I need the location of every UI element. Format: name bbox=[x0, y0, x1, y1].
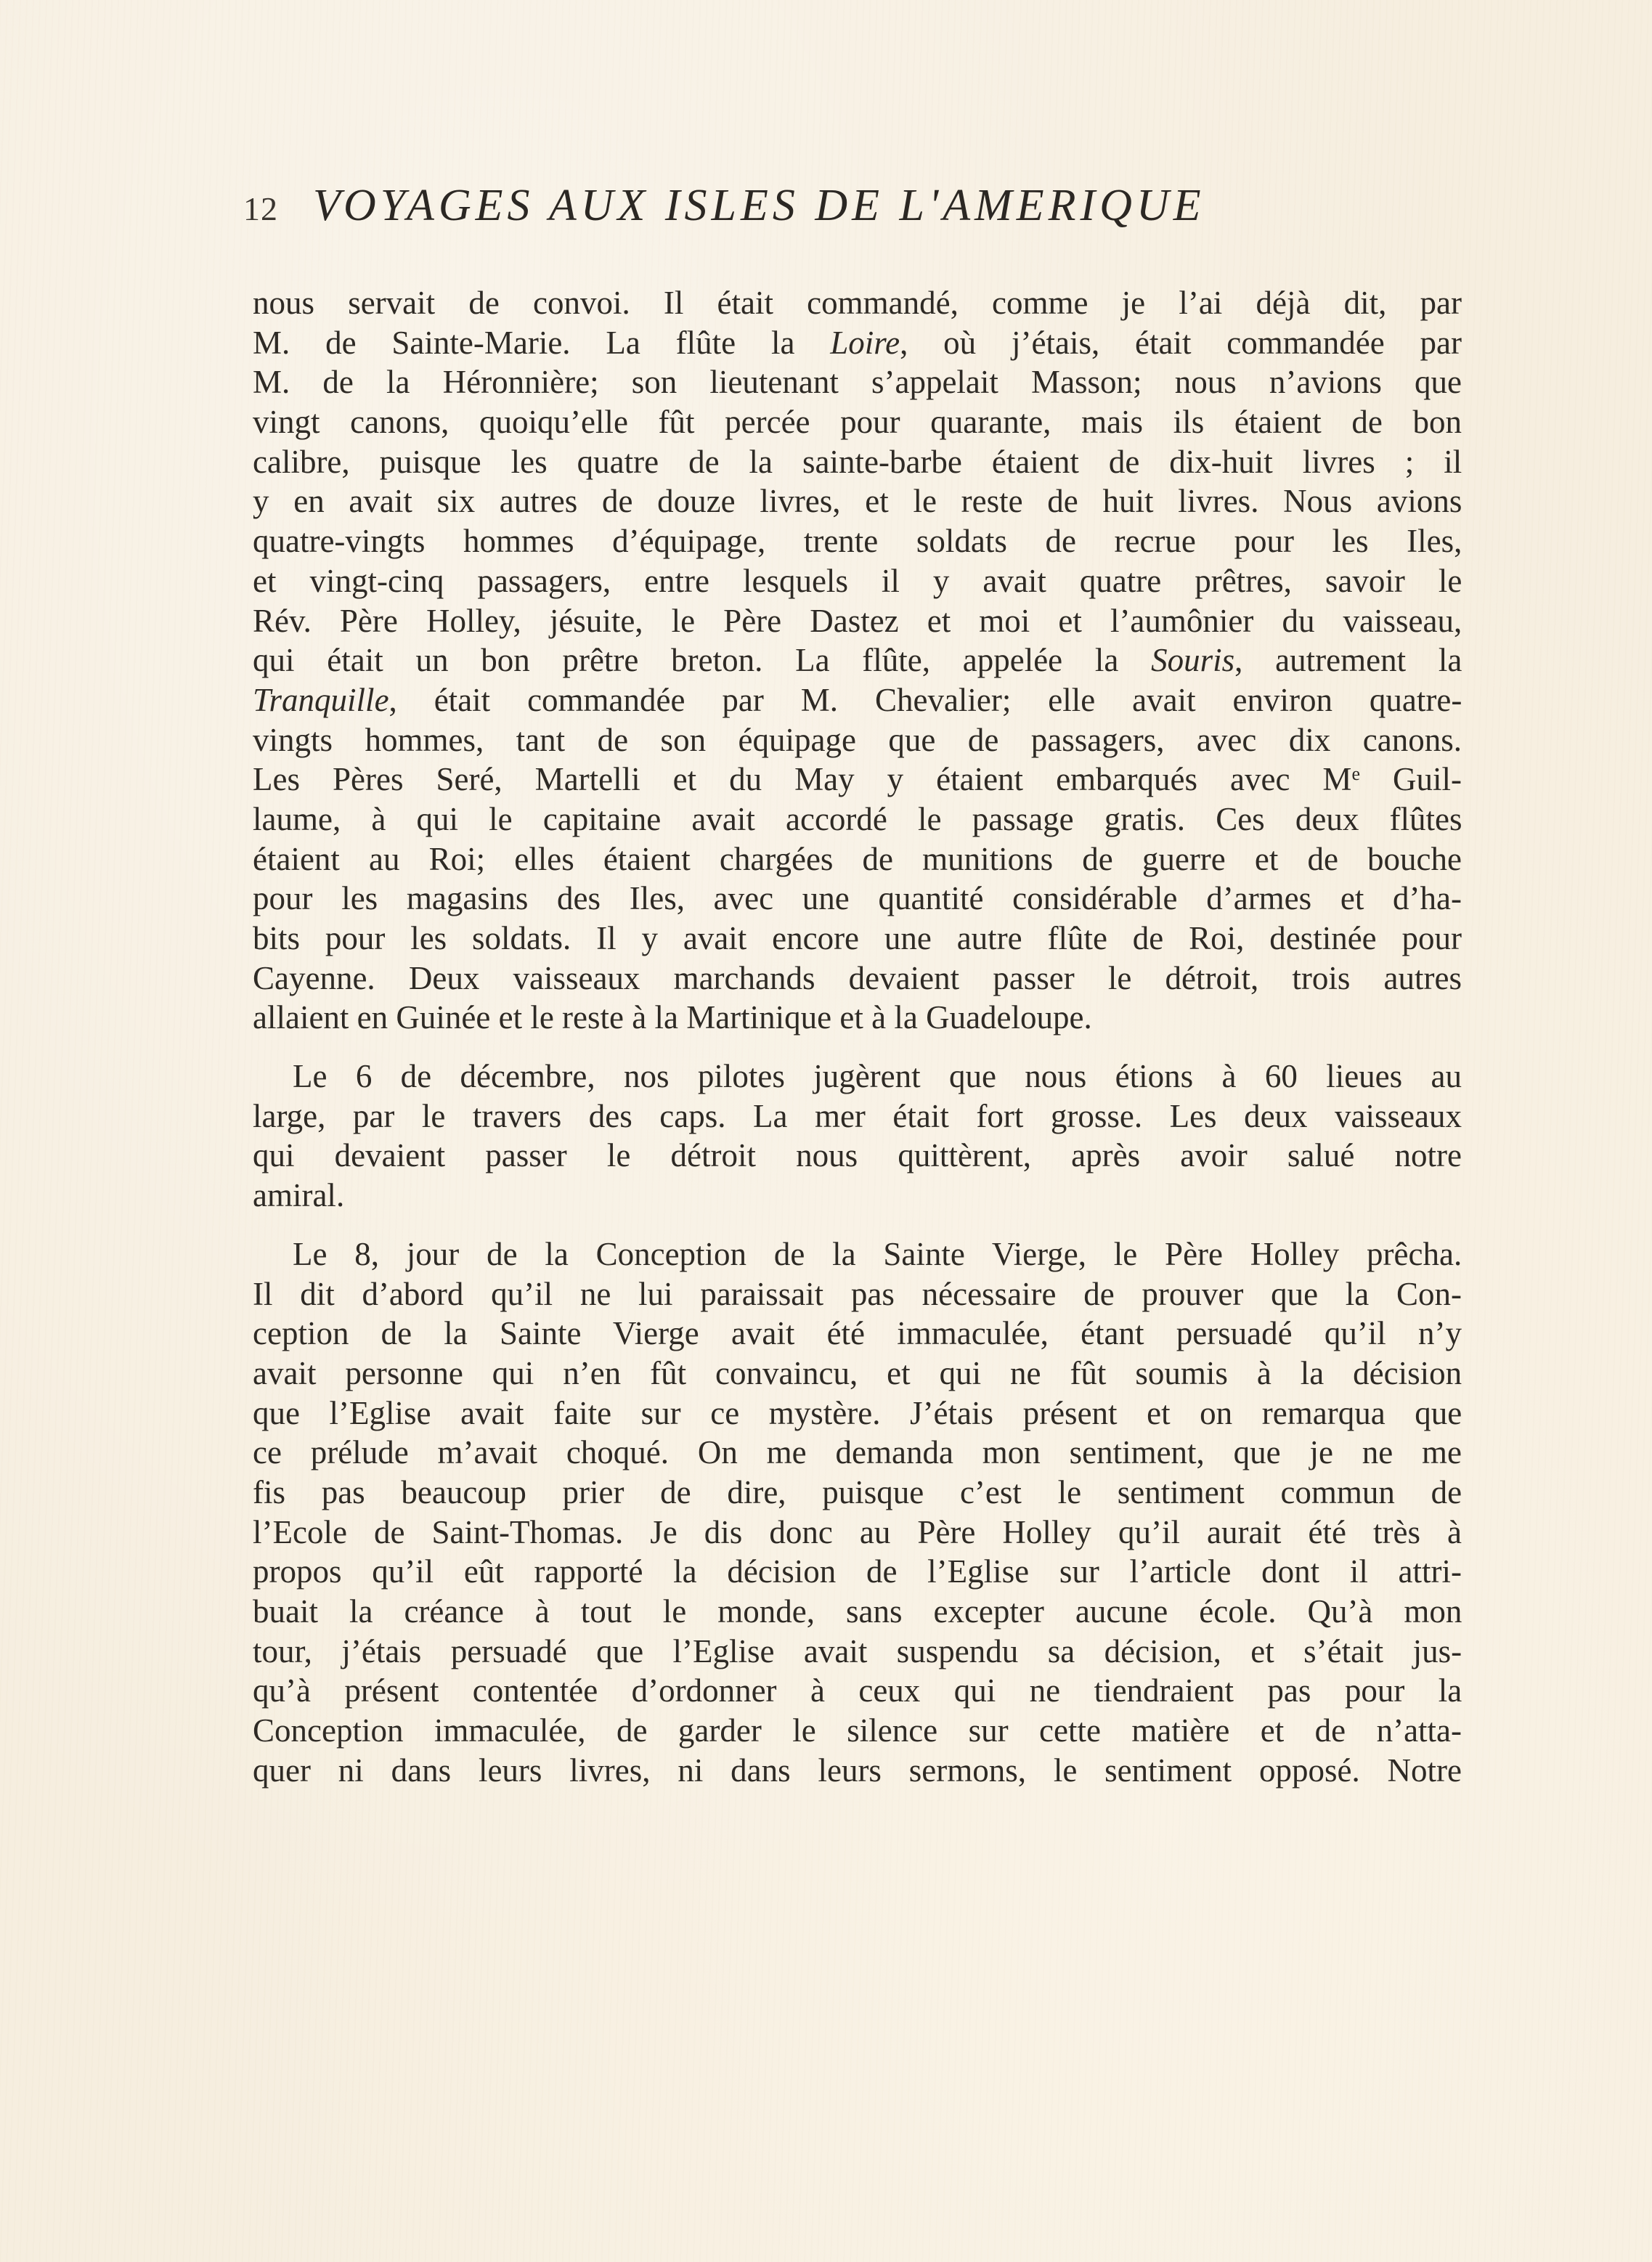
paragraph bbox=[253, 1057, 1462, 1216]
text-line: M. de Sainte-Marie. La flûte la Loire, où j’étais, était commandée par bbox=[253, 324, 1462, 361]
text-line: Conception immaculée, de garder le silence sur cette matière et de n’atta- bbox=[253, 1712, 1462, 1749]
text-line: Cayenne. Deux vaisseaux marchands devaient passer le détroit, trois autres bbox=[253, 959, 1462, 996]
text-line: Les Pères Seré, Martelli et du May y étaient embarqués avec Me Guil- bbox=[253, 761, 1462, 798]
text-line: laume, à qui le capitaine avait accordé le passage gratis. Ces deux flûtes bbox=[253, 800, 1462, 837]
text-line: fis pas beaucoup prier de dire, puisque c’est le sentiment commun de bbox=[253, 1473, 1462, 1510]
text-line: allaient en Guinée et le reste à la Martinique et à la Guadeloupe. bbox=[253, 999, 1092, 1036]
paragraph bbox=[253, 283, 1462, 1038]
text-line: quer ni dans leurs livres, ni dans leurs sermons, le sentiment opposé. Notre bbox=[253, 1752, 1462, 1789]
text-line: ce prélude m’avait choqué. On me demanda mon sentiment, que je ne me bbox=[253, 1434, 1462, 1471]
text-line: propos qu’il eût rapporté la décision de l’Eglise sur l’article dont il attri- bbox=[253, 1553, 1462, 1590]
body-text bbox=[253, 283, 1462, 1790]
text-line: qui était un bon prêtre breton. La flûte, appelée la Souris, autrement la bbox=[253, 642, 1462, 679]
text-line: bits pour les soldats. Il y avait encore une autre flûte de Roi, destinée pour bbox=[253, 920, 1462, 956]
text-line: y en avait six autres de douze livres, et le reste de huit livres. Nous avions bbox=[253, 483, 1462, 520]
running-title: VOYAGES AUX ISLES DE L'AMERIQUE bbox=[313, 181, 1205, 230]
text-line: vingts hommes, tant de son équipage que de passagers, avec dix canons. bbox=[253, 721, 1462, 758]
text-line: vingt canons, quoiqu’elle fût percée pour quarante, mais ils étaient de bon bbox=[253, 404, 1462, 441]
text-line: Tranquille, était commandée par M. Chevalier; elle avait environ quatre- bbox=[253, 681, 1462, 718]
text-line: Rév. Père Holley, jésuite, le Père Dastez et moi et l’aumônier du vaisseau, bbox=[253, 602, 1462, 639]
text-line: quatre-vingts hommes d’équipage, trente soldats de recrue pour les Iles, bbox=[253, 523, 1462, 560]
page-number: 12 bbox=[243, 190, 278, 227]
text-line: buait la créance à tout le monde, sans excepter aucune école. Qu’à mon bbox=[253, 1593, 1462, 1630]
text-line: nous servait de convoi. Il était commandé, comme je l’ai déjà dit, par bbox=[253, 285, 1462, 321]
text-line: large, par le travers des caps. La mer était fort grosse. Les deux vaisseaux bbox=[253, 1097, 1462, 1134]
text-line: avait personne qui n’en fût convaincu, et qui ne fût soumis à la décision bbox=[253, 1354, 1462, 1391]
text-line: étaient au Roi; elles étaient chargées de munitions de guerre et de bouche bbox=[253, 840, 1462, 877]
text-line: que l’Eglise avait faite sur ce mystère. J’étais présent et on remarqua que bbox=[253, 1394, 1462, 1431]
text-line: Le 6 de décembre, nos pilotes jugèrent que nous étions à 60 lieues au bbox=[293, 1058, 1462, 1095]
text-line: et vingt-cinq passagers, entre lesquels il y avait quatre prêtres, savoir le bbox=[253, 562, 1462, 599]
text-line: l’Ecole de Saint-Thomas. Je dis donc au Père Holley qu’il aurait été très à bbox=[253, 1513, 1462, 1550]
text-line: M. de la Héronnière; son lieutenant s’appelait Masson; nous n’avions que bbox=[253, 364, 1462, 401]
paragraph bbox=[253, 1234, 1462, 1791]
text-line: Le 8, jour de la Conception de la Sainte Vierge, le Père Holley prêcha. bbox=[293, 1235, 1462, 1272]
text-line: Il dit d’abord qu’il ne lui paraissait pas nécessaire de prouver que la Con- bbox=[253, 1275, 1462, 1312]
text-line: pour les magasins des Iles, avec une quantité considérable d’armes et d’ha- bbox=[253, 880, 1462, 917]
text-line: qui devaient passer le détroit nous quittèrent, après avoir salué notre bbox=[253, 1137, 1462, 1174]
text-line: qu’à présent contentée d’ordonner à ceux qui ne tiendraient pas pour la bbox=[253, 1672, 1462, 1709]
text-line: tour, j’étais persuadé que l’Eglise avait suspendu sa décision, et s’était jus- bbox=[253, 1632, 1462, 1669]
text-line: amiral. bbox=[253, 1177, 345, 1214]
text-line: calibre, puisque les quatre de la sainte-barbe étaient de dix-huit livres ; il bbox=[253, 443, 1462, 480]
running-head bbox=[243, 180, 1376, 238]
text-line: ception de la Sainte Vierge avait été immaculée, étant persuadé qu’il n’y bbox=[253, 1315, 1462, 1352]
